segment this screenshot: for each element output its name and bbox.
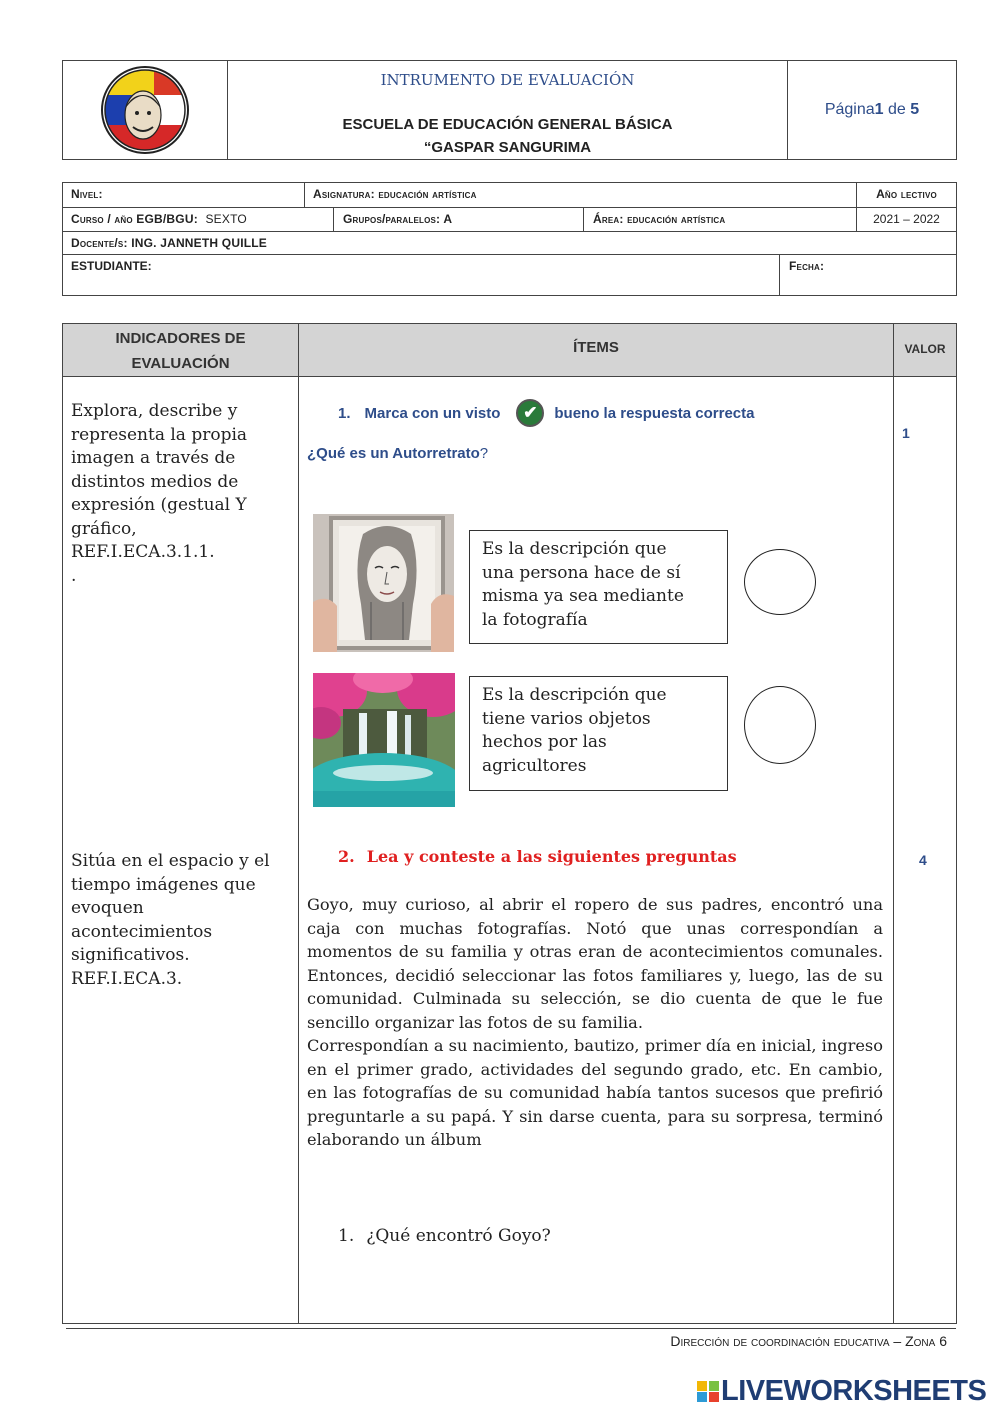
option-2-line: agricultores xyxy=(482,755,587,776)
school-logo xyxy=(99,65,191,155)
indicator-2-line: Sitúa en el espacio y el xyxy=(71,851,270,871)
liveworksheets-wordmark: LIVEWORKSHEETS xyxy=(721,1375,987,1407)
estudiante-field[interactable] xyxy=(63,255,778,296)
estudiante-label: ESTUDIANTE: xyxy=(71,259,152,273)
document-header xyxy=(62,60,957,160)
liveworksheets-logo-icon xyxy=(697,1381,719,1403)
indicator-1-line: imagen a través de xyxy=(71,448,236,468)
option-1-line: misma ya sea mediante xyxy=(482,586,684,606)
indicator-1-line: representa la propia xyxy=(71,424,248,445)
sub-question-number: 1. xyxy=(338,1226,355,1246)
instrument-title: INTRUMENTO DE EVALUACIÓN xyxy=(380,71,635,89)
question-1-text-before: Marca con un visto xyxy=(364,404,501,422)
page-prefix: Página xyxy=(824,101,875,118)
student-info-table xyxy=(62,182,957,296)
info-row-estudiante xyxy=(63,255,956,296)
option-2-answer-circle[interactable] xyxy=(744,686,816,764)
anio-lectivo-label: Año lectivo xyxy=(876,187,937,201)
indicator-2 xyxy=(71,850,270,991)
page-total: 5 xyxy=(910,101,920,118)
items-header: ÍTEMS xyxy=(573,339,619,356)
question-1-prompt xyxy=(307,445,488,462)
question-1-text-after: bueno la respuesta correcta xyxy=(554,404,755,422)
option-2-line: tiene varios objetos xyxy=(482,708,651,729)
indicator-2-line: evoquen xyxy=(71,898,144,918)
indicator-1-line: REF.I.ECA.3.1.1. xyxy=(71,542,215,562)
indicator-1-line: . xyxy=(71,565,77,586)
page-of: de xyxy=(883,101,911,118)
option-2-box xyxy=(469,676,728,791)
fecha-label: Fecha: xyxy=(789,259,825,273)
indicators-header xyxy=(63,326,298,376)
indicator-2-line: tiempo imágenes que xyxy=(71,874,256,895)
self-portrait-image xyxy=(313,514,454,652)
indicator-2-line: REF.I.ECA.3. xyxy=(71,968,183,989)
option-1-line: la fotografía xyxy=(482,609,588,630)
prompt-end: ? xyxy=(479,445,489,462)
sub-question-1 xyxy=(338,1226,551,1246)
passage-paragraph-1: Goyo, muy curioso, al abrir el ropero de sus padres, encontró una caja con muchas fotografías. Notó que unas correspondían a momentos de su familia y otras eran de acontecimientos comunales. Entonces, decidió seleccionar las fotos familiares y, luego, las de su comunidad. Culminada su selección, se dio cuenta de que le fue sencillo organizar las fotos de su familia. xyxy=(307,895,883,1032)
header-title-cell xyxy=(228,61,788,159)
page-current: 1 xyxy=(874,101,884,118)
indicator-2-line: significativos. xyxy=(71,945,190,965)
reading-passage xyxy=(307,893,883,1152)
asignatura-label: Asignatura: educación artística xyxy=(313,187,477,201)
curso-field xyxy=(63,208,333,231)
indicator-1-line: expresión (gestual Y xyxy=(71,495,247,515)
indicator-1-line: distintos medios de xyxy=(71,471,239,492)
page-number-cell xyxy=(788,61,956,159)
question-2-instruction xyxy=(338,847,737,866)
school-logo-cell xyxy=(63,61,228,159)
nivel-label: Nivel: xyxy=(71,187,103,201)
value-header: VALOR xyxy=(904,342,946,356)
question-2-text: Lea y conteste a las siguientes preguntas xyxy=(366,847,737,866)
footer-text: Dirección de coordinación educativa – Zona 6 xyxy=(670,1333,947,1349)
grupos-label: Grupos/paralelos: A xyxy=(343,212,453,226)
waterfall-image xyxy=(313,673,455,807)
question-2-value: 4 xyxy=(919,852,927,868)
indicator-1-line: gráfico, xyxy=(71,518,137,539)
prompt-bold: ¿Qué es un Autorretrato xyxy=(307,445,480,462)
option-2-line: Es la descripción que xyxy=(482,685,667,705)
anio-lectivo-value: 2021 – 2022 xyxy=(873,212,940,226)
option-1-line: una persona hace de sí xyxy=(482,562,681,583)
indicator-2-line: acontecimientos xyxy=(71,921,213,942)
indicators-header-line1: INDICADORES DE xyxy=(115,330,246,347)
info-row-docente xyxy=(63,232,956,255)
liveworksheets-brand[interactable] xyxy=(697,1375,986,1408)
docente-label: Docente/s: ING. JANNETH QUILLE xyxy=(71,236,268,250)
option-1-answer-circle[interactable] xyxy=(744,549,816,615)
area-label: Área: educación artística xyxy=(593,212,726,226)
question-1-number: 1. xyxy=(338,404,351,422)
question-1-value: 1 xyxy=(902,425,910,441)
info-row-curso xyxy=(63,208,956,232)
question-2-number: 2. xyxy=(338,847,355,866)
sub-question-text: ¿Qué encontró Goyo? xyxy=(366,1226,551,1246)
info-row-nivel xyxy=(63,183,956,208)
school-name-line2: “GASPAR SANGURIMA xyxy=(423,139,592,156)
fecha-field[interactable] xyxy=(781,255,956,296)
indicator-1-line: Explora, describe y xyxy=(71,401,238,421)
indicators-header-line2: EVALUACIÓN xyxy=(131,355,230,372)
curso-value: SEXTO xyxy=(205,212,247,226)
school-name-line1: ESCUELA DE EDUCACIÓN GENERAL BÁSICA xyxy=(342,116,673,133)
curso-label: Curso / año EGB/BGU: xyxy=(71,212,198,226)
option-1-box xyxy=(469,530,728,644)
check-mark-icon: ✔ xyxy=(516,399,544,427)
option-1-line: Es la descripción que xyxy=(482,539,667,559)
passage-paragraph-2: Correspondían a su nacimiento, bautizo, primer día en inicial, ingreso en el primer grado, actividades del segundo grado, etc. En cambio, en las fotografías de su comunidad había tantos sucesos que prefirió preguntarle a su papá. Y sin darse cuenta, para su sorpresa, terminó elaborando un álbum xyxy=(307,1036,883,1149)
footer-divider xyxy=(66,1328,956,1329)
indicator-1 xyxy=(71,400,247,588)
option-2-line: hechos por las xyxy=(482,732,607,752)
question-1-instruction xyxy=(338,399,754,427)
